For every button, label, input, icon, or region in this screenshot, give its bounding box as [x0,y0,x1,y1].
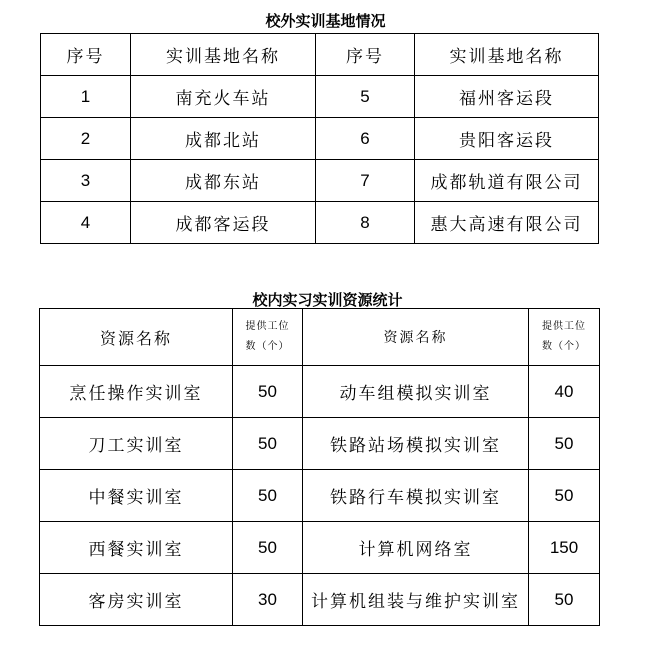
table-header-row [40,309,600,366]
table-row [40,522,600,574]
resource-name-cell: 烹任操作实训室 [40,366,233,418]
workstation-count-cell: 150 [529,522,600,574]
resource-name-cell: 中餐实训室 [40,470,233,522]
table-row [40,574,600,626]
table-row [41,160,599,202]
workstation-count-cell: 50 [233,522,303,574]
table-row [41,202,599,244]
header-count-line1: 提供工位 [542,321,586,332]
header-base-name-1: 实训基地名称 [131,34,316,76]
workstation-count-cell: 50 [529,574,600,626]
table-row [40,418,600,470]
table1-title: 校外实训基地情况 [265,12,386,30]
resource-name-cell: 铁路行车模拟实训室 [303,470,529,522]
workstation-count-cell: 50 [529,418,600,470]
header-count-line1: 提供工位 [245,321,290,332]
onsite-training-resources-table [39,308,600,626]
header-resource-name-2: 资源名称 [303,309,529,366]
serial-cell: 7 [316,160,415,202]
table-header-row [41,34,599,76]
base-name-cell: 成都轨道有限公司 [415,160,599,202]
table-row [41,118,599,160]
resource-name-cell: 客房实训室 [40,574,233,626]
table-row [40,366,600,418]
serial-cell: 5 [316,76,415,118]
workstation-count-cell: 40 [529,366,600,418]
workstation-count-cell: 50 [233,366,303,418]
resource-name-cell: 刀工实训室 [40,418,233,470]
base-name-cell: 贵阳客运段 [415,118,599,160]
serial-cell: 8 [316,202,415,244]
base-name-cell: 惠大高速有限公司 [415,202,599,244]
serial-cell: 2 [41,118,131,160]
serial-cell: 3 [41,160,131,202]
serial-cell: 6 [316,118,415,160]
header-base-name-2: 实训基地名称 [415,34,599,76]
table-row [41,76,599,118]
resource-name-cell: 动车组模拟实训室 [303,366,529,418]
serial-cell: 1 [41,76,131,118]
offsite-training-bases-table [40,33,599,244]
header-serial-1: 序号 [41,34,131,76]
table-row [40,470,600,522]
base-name-cell: 成都北站 [131,118,316,160]
header-workstation-count-1 [233,309,303,366]
header-count-line2: 数（个） [245,341,290,352]
resource-name-cell: 铁路站场模拟实训室 [303,418,529,470]
workstation-count-cell: 50 [529,470,600,522]
header-count-line2: 数（个） [542,341,586,352]
table2-title: 校内实习实训资源统计 [252,291,403,309]
base-name-cell: 成都客运段 [131,202,316,244]
resource-name-cell: 计算机组装与维护实训室 [303,574,529,626]
workstation-count-cell: 30 [233,574,303,626]
header-resource-name-1: 资源名称 [40,309,233,366]
workstation-count-cell: 50 [233,418,303,470]
base-name-cell: 成都东站 [131,160,316,202]
serial-cell: 4 [41,202,131,244]
workstation-count-cell: 50 [233,470,303,522]
base-name-cell: 福州客运段 [415,76,599,118]
header-serial-2: 序号 [316,34,415,76]
header-workstation-count-2 [529,309,600,366]
resource-name-cell: 西餐实训室 [40,522,233,574]
base-name-cell: 南充火车站 [131,76,316,118]
resource-name-cell: 计算机网络室 [303,522,529,574]
